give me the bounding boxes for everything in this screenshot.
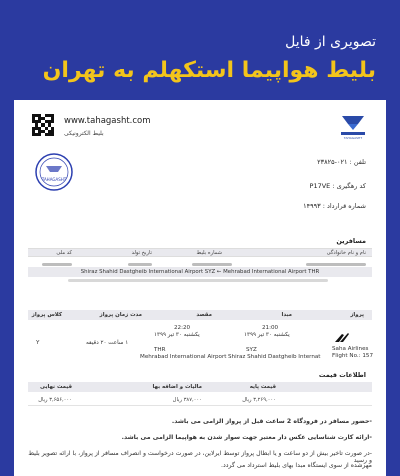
origin-code: SYZ [246,347,257,353]
ticket-document [14,100,386,476]
website-url: www.tahagasht.com [64,116,151,126]
price-header-row [28,382,372,392]
flight-route: Shiraz Shahid Dastgheib International Airport SYZ ← Mehrabad International Airport THR [28,267,372,277]
phone-value: ۰۲۱-۲۳۸۲۵ [317,158,348,166]
col-ticket-no: شماره بلیط [196,250,222,256]
qr-code [32,114,54,136]
col-birthdate: تاریخ تولد [131,250,152,256]
svg-text:TAHAGASHT: TAHAGASHT [41,177,67,182]
price-row [28,394,372,406]
dest-name: Mehrabad International Airport [140,354,227,360]
note-3: -در صورت تاخیر بیش از دو ساعت و یا ابطال پرواز توسط ایرلاین، در صورت درخواست و انصراف مسافر از پرواز، با ارائه تصویر بلیط و رسید [28,450,372,464]
passengers-title: مسافرین [336,237,366,245]
col-tax: مالیات و اضافه بها [152,384,202,390]
total-price: ۳,۶۵۶,۰۰۰ ریال [38,397,72,403]
col-national-id: کد ملی [56,250,72,256]
origin-time: 21:00 [262,325,279,331]
dest-code: THR [154,347,166,353]
passengers-header-row [28,248,372,257]
phone-line [311,158,366,166]
flight-class: Y [36,340,40,346]
tracking-value: P17VE [309,182,331,190]
col-duration: مدت زمان پرواز [99,312,142,318]
origin-name: Shiraz Shahid Dastgheib Internat [228,354,321,360]
price-title: اطلاعات قیمت [318,371,366,379]
dest-date: یکشنبه ۳۰ تیر ۱۳۹۹ [154,332,200,338]
header-subtitle: تصویری از فایل [285,34,376,50]
tracking-line [304,182,366,190]
header-title: بلیط هواپیما استکهلم به تهران [42,58,376,83]
origin-date: یکشنبه ۳۰ تیر ۱۳۹۹ [244,332,290,338]
col-flight: پرواز [350,312,364,318]
col-total-price: قیمت نهایی [39,384,72,390]
note-1: -حضور مسافر در فرودگاه 2 ساعت قبل از پرواز الزامی می باشد. [171,418,372,425]
contract-label: شماره قرارداد : [322,202,366,210]
flight-number: Flight No.: 157 [332,353,374,359]
phone-label: تلفن : [349,158,366,166]
col-base-price: قیمت پایه [249,384,276,390]
ticket-type: بلیط الکترونیکی [64,130,104,137]
tracking-label: کد رهگیری : [332,182,366,190]
tax-amount: ۳۸۷,۰۰۰ ریال [172,397,202,403]
col-name: نام و نام خانوادگی [326,250,366,256]
note-2: -ارائه کارت شناسایی عکس دار معتبر جهت سوار شدن به هواپیما الزامی می باشد. [121,434,372,441]
contract-value: ۱۴۹۹۳ [303,202,321,210]
flight-header-row [28,310,372,320]
contract-line [297,202,366,210]
dest-time: 22:20 [174,325,191,331]
flight-duration: ۱ ساعت ۲۰ دقیقه [86,340,129,346]
svg-text:TAHAGASHT: TAHAGASHT [343,136,363,140]
base-price: ۳,۲۶۹,۰۰۰ ریال [242,397,276,403]
airline-name: Saha Airlines [332,346,369,352]
redacted-row-2 [28,276,372,286]
tahagasht-logo-icon [338,112,368,140]
col-class: کلاس پرواز [31,312,62,318]
col-origin: مبدا [281,312,292,318]
company-stamp-icon [34,152,74,192]
airline-logo-icon [334,332,350,344]
col-destination: مقصد [196,312,212,318]
note-4: مهرشده از سوی ایستگاه مبدا بهای بلیط استرداد می گردد. [221,462,372,469]
